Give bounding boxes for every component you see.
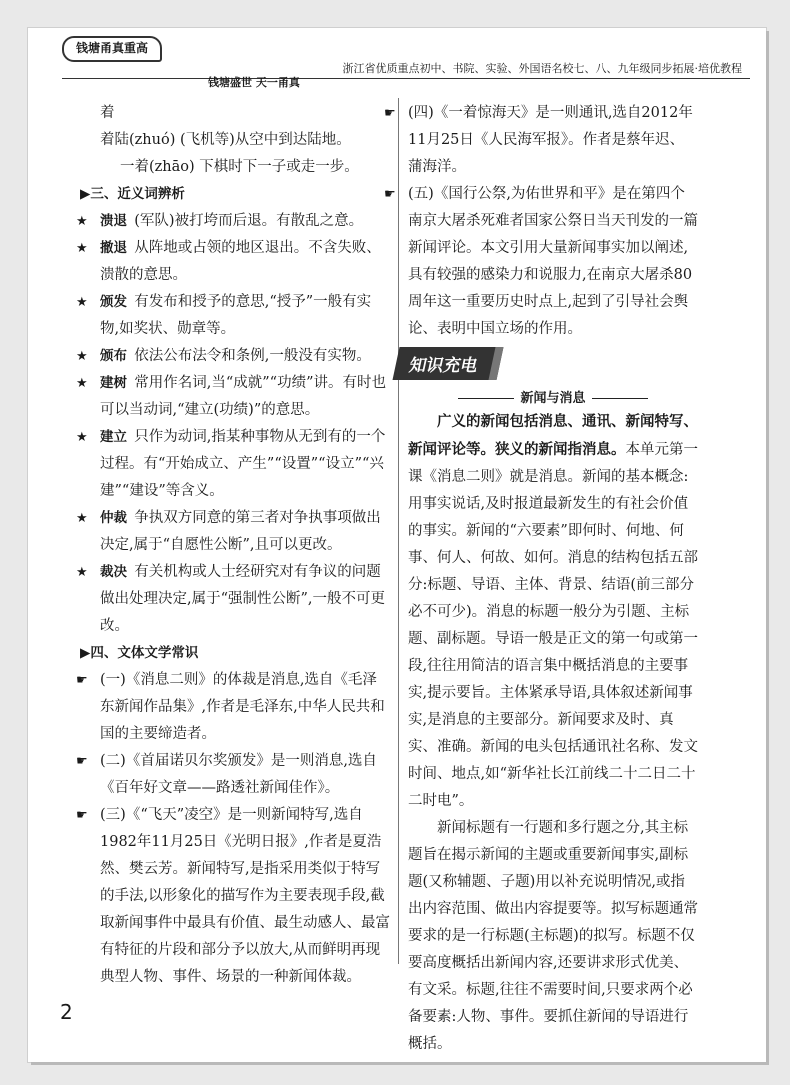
zhuo-line-1: 着陆(zhuó) (飞机等)从空中到达陆地。 — [100, 132, 351, 148]
pointing-hand-icon: ☛ — [76, 673, 88, 688]
knowledge-badge: 知识充电 — [392, 347, 503, 380]
pointing-hand-icon: ☛ — [384, 187, 396, 202]
synonym-item: ★ 仲裁 争执双方同意的第三者对争执事项做出决定,属于“自愿性公断”,且可以更改。 — [100, 505, 390, 559]
header-series-title: 浙江省优质重点初中、书院、实验、外国语名校七、八、九年级同步拓展·培优教程 — [342, 62, 742, 75]
knowledge-banner — [396, 347, 698, 385]
note-item: ☛ (二)《首届诺贝尔奖颁发》是一则消息,选自《百年好文章——路透社新闻佳作》。 — [100, 748, 390, 802]
section-3-heading: ▶三、近义词辨析 — [80, 186, 185, 202]
note-item: ☛ (五)《国行公祭,为佑世界和平》是在第四个南京大屠杀死难者国家公祭日当天刊发的一篇新闻评论。本文引用大量新闻事实加以阐述,具有较强的感染力和说服力,在南京大屠杀80周年这一重要历史时点上,起到了引导社会舆论、表明中国立场的作用。 — [408, 181, 698, 343]
synonym-item: ★ 颁布 依法公布法令和条例,一般没有实物。 — [100, 343, 390, 370]
synonym-item: ★ 建树 常用作名词,当“成就”“功绩”讲。有时也可以当动词,“建立(功绩)”的意思。 — [100, 370, 390, 424]
synonym-item: ★ 建立 只作为动词,指某种事物从无到有的一个过程。有“开始成立、产生”“设置”“设立”“兴建”“建设”等含义。 — [100, 424, 390, 505]
left-column — [76, 100, 390, 991]
header-rule — [62, 78, 750, 79]
note-item: ☛ (四)《一着惊海天》是一则通讯,选自2012年11月25日《人民海军报》。作者是蔡年迟、蒲海洋。 — [408, 100, 698, 181]
star-icon: ★ — [76, 214, 88, 229]
synonym-item: ★ 颁发 有发布和授予的意思,“授予”一般有实物,如奖状、勋章等。 — [100, 289, 390, 343]
synonym-item: ★ 溃退 (军队)被打垮而后退。有散乱之意。 — [100, 208, 390, 235]
pointing-hand-icon: ☛ — [76, 754, 88, 769]
column-divider — [398, 98, 399, 964]
note-item: ☛ (一)《消息二则》的体裁是消息,选自《毛泽东新闻作品集》,作者是毛泽东,中华人民共和国的主要缔造者。 — [100, 667, 390, 748]
pointing-hand-icon: ☛ — [384, 106, 396, 121]
star-icon: ★ — [76, 565, 88, 580]
note-item: ☛ (三)《“飞天”凌空》是一则新闻特写,选自1982年11月25日《光明日报》,作者是夏浩然、樊云芳。新闻特写,是指采用类似于特写的手法,以形象化的描写作为主要表现手段,截取新闻事件中最具有价值、最生动感人、最富有特征的片段和部分予以放大,从而鲜明再现典型人物、事件、场景的一种新闻体裁。 — [100, 802, 390, 991]
paragraph-2: 新闻标题有一行题和多行题之分,其主标题旨在揭示新闻的主题或重要新闻事实,副标题(又称辅题、子题)用以补充说明情况,或指出内容范围、做出内容提要等。拟写标题通常要求的是一行标题(主标题)的拟写。标题不仅要高度概括出新闻内容,还要讲求形式优美、有文采。标题,往往不需要时间,只要求两个必备要素:人物、事件。要抓住新闻的导语进行概括。 — [408, 820, 698, 1052]
pointing-hand-icon: ☛ — [76, 808, 88, 823]
synonym-item: ★ 撤退 从阵地或占领的地区退出。不含失败、溃散的意思。 — [100, 235, 390, 289]
star-icon: ★ — [76, 430, 88, 445]
synonym-item: ★ 裁决 有关机构或人士经研究对有争议的问题做出处理决定,属于“强制性公断”,一般不可更改。 — [100, 559, 390, 640]
zhuo-line-2: 一着(zhāo) 下棋时下一子或走一步。 — [120, 159, 359, 175]
section-title: 新闻与消息 — [408, 387, 698, 406]
star-icon: ★ — [76, 511, 88, 526]
header-badge: 钱塘甬真重高 — [62, 36, 162, 62]
section-4-heading: ▶四、文体文学常识 — [80, 645, 199, 661]
header-subtitle: 钱塘盛世 天一甬真 — [208, 76, 300, 89]
right-column — [384, 100, 698, 1058]
page-number: 2 — [60, 1000, 73, 1024]
zhuo-heading: 着 — [100, 105, 115, 121]
paragraph-1: 广义的新闻包括消息、通讯、新闻特写、新闻评论等。狭义的新闻指消息。本单元第一课《消息二则》就是消息。新闻的基本概念:用事实说话,及时报道最新发生的有社会价值的事实。新闻的“六要素”即何时、何地、何事、何人、何故、如何。消息的结构包括五部分:标题、导语、主体、背景、结语(前三部分必不可少)。消息的标题一般分为引题、主标题、副标题。导语一般是正文的第一句或第一段,往往用简洁的语言集中概括消息的主要事实,提示要旨。主体紧承导语,具体叙述新闻事实,是消息的主要部分。新闻要求及时、真实、准确。新闻的电头包括通讯社名称、发文时间、地点,如“新华社长江前线二十二日二十二时电”。 — [408, 413, 698, 809]
star-icon: ★ — [76, 295, 88, 310]
star-icon: ★ — [76, 376, 88, 391]
star-icon: ★ — [76, 349, 88, 364]
star-icon: ★ — [76, 241, 88, 256]
